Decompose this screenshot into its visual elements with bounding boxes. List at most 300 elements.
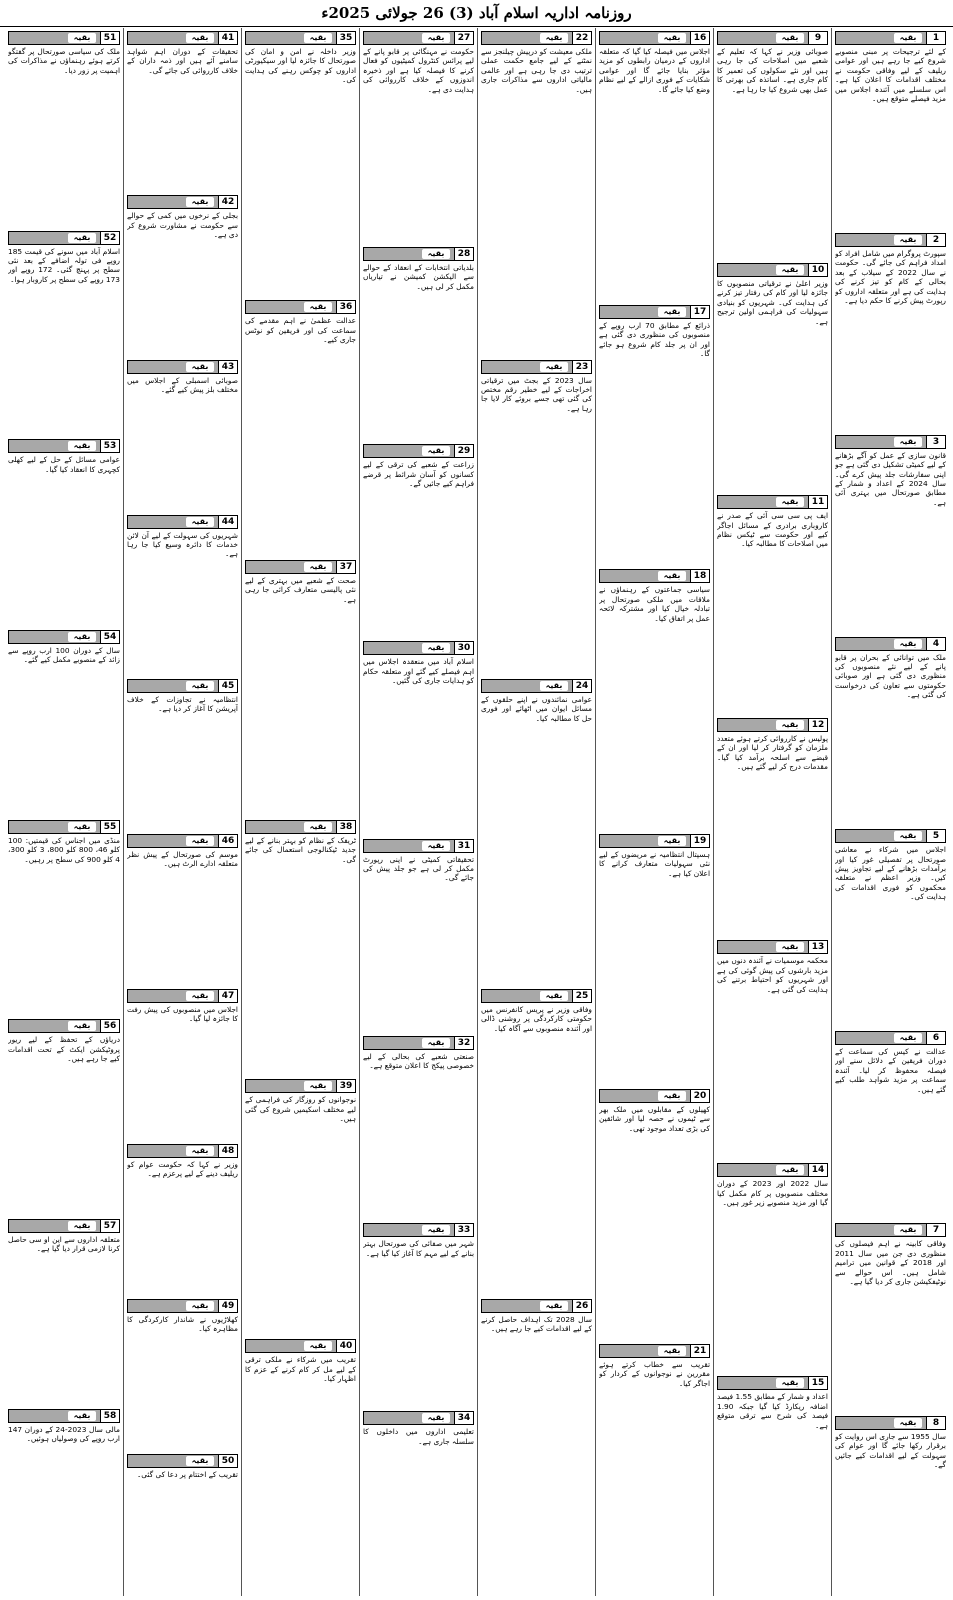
article-text: پولیس نے کارروائی کرتے ہوئے متعدد ملزمان کو گرفتار کر لیا اور ان کے قبضے سے اسلحہ برآمد کیا گیا۔ مقدمات درج کر لیے گئے ہیں۔ <box>717 733 828 771</box>
continuation-header <box>127 1454 238 1468</box>
continuation-number: 31 <box>454 839 474 853</box>
continuation-article <box>599 831 710 1086</box>
continuation-header <box>363 1223 474 1237</box>
continuation-header <box>245 1079 356 1093</box>
header-bar <box>127 360 218 374</box>
article-text: سال 2022 اور 2023 کے دوران مختلف منصوبوں پر کام مکمل کیا گیا اور مزید منصوبے زیر غور ہیں۔ <box>717 1179 828 1207</box>
header-bar <box>127 1144 218 1158</box>
baqiya-label: بقیہ <box>894 1225 922 1235</box>
article-text: تقریب میں شرکاء نے ملکی ترقی کے لیے مل کر کام کرنے کے عزم کا اظہار کیا۔ <box>245 1355 356 1384</box>
header-bar <box>8 1409 100 1423</box>
baqiya-label: بقیہ <box>304 822 332 832</box>
article-text: اعداد و شمار کے مطابق 1.55 فیصد اضافہ ریکارڈ کیا گیا جبکہ 1.90 فیصد کی شرح سے ترقی متوقع ہے۔ <box>717 1392 828 1430</box>
header-bar <box>363 641 454 655</box>
continuation-article <box>835 432 946 634</box>
continuation-number: 28 <box>454 247 474 261</box>
continuation-article <box>8 1216 120 1406</box>
baqiya-label: بقیہ <box>304 1081 332 1091</box>
continuation-header <box>481 360 592 374</box>
article-text: ایف پی سی سی آئی کے صدر نے کاروباری برادری کے مسائل اجاگر کیے اور حکومت سے ٹیکس نظام میں اصلاحات کا مطالبہ کیا۔ <box>717 511 828 549</box>
header-bar <box>363 1223 454 1237</box>
continuation-header <box>835 233 946 247</box>
baqiya-label: بقیہ <box>422 33 450 43</box>
continuation-number: 53 <box>100 439 120 453</box>
baqiya-label: بقیہ <box>68 1021 96 1031</box>
continuation-article <box>127 1141 238 1296</box>
article-text: تقریب سے خطاب کرتے ہوئے مقررین نے نوجوانوں کے کردار کو اجاگر کیا۔ <box>599 1359 710 1388</box>
newspaper-columns <box>4 28 949 1596</box>
baqiya-label: بقیہ <box>422 1225 450 1235</box>
baqiya-label: بقیہ <box>776 33 804 43</box>
article-text: زراعت کے شعبے کی ترقی کے لیے کسانوں کو آسان شرائط پر قرضے فراہم کیے جائیں گے۔ <box>363 460 474 488</box>
continuation-number: 29 <box>454 444 474 458</box>
continuation-number: 20 <box>690 1089 710 1103</box>
header-bar <box>835 1416 926 1430</box>
baqiya-label: بقیہ <box>422 1413 450 1423</box>
baqiya-label: بقیہ <box>894 437 922 447</box>
baqiya-label: بقیہ <box>894 1033 922 1043</box>
continuation-header <box>599 569 710 583</box>
continuation-number: 45 <box>218 679 238 693</box>
header-bar <box>835 435 926 449</box>
baqiya-label: بقیہ <box>658 836 686 846</box>
continuation-header <box>599 1344 710 1358</box>
header-bar <box>127 834 218 848</box>
masthead: روزنامہ اداریہ اسلام آباد (3) 26 جولائی 2025ء <box>0 0 953 27</box>
continuation-article <box>835 634 946 826</box>
continuation-article <box>8 228 120 437</box>
column <box>595 28 713 1596</box>
baqiya-label: بقیہ <box>186 1456 214 1466</box>
continuation-number: 1 <box>926 31 946 45</box>
header-bar <box>127 195 218 209</box>
continuation-header <box>835 31 946 45</box>
continuation-article <box>8 436 120 626</box>
continuation-header <box>245 560 356 574</box>
baqiya-label: بقیہ <box>68 822 96 832</box>
header-bar <box>8 1019 100 1033</box>
continuation-header <box>8 231 120 245</box>
continuation-header <box>363 839 474 853</box>
baqiya-label: بقیہ <box>658 1091 686 1101</box>
continuation-number: 16 <box>690 31 710 45</box>
continuation-header <box>481 989 592 1003</box>
baqiya-label: بقیہ <box>186 681 214 691</box>
article-text: تقریب کے اختتام پر دعا کی گئی۔ <box>136 1469 238 1479</box>
continuation-number: 13 <box>808 940 828 954</box>
continuation-header <box>599 305 710 319</box>
continuation-number: 7 <box>926 1223 946 1237</box>
baqiya-label: بقیہ <box>304 33 332 43</box>
header-bar <box>717 263 808 277</box>
continuation-article <box>717 28 828 260</box>
continuation-article <box>245 1076 356 1336</box>
continuation-header <box>363 641 474 655</box>
continuation-article <box>245 817 356 1077</box>
article-text: کھیلوں کے مقابلوں میں ملک بھر سے ٹیموں نے حصہ لیا اور شائقین کی بڑی تعداد موجود تھی۔ <box>599 1104 710 1133</box>
baqiya-label: بقیہ <box>540 1301 568 1311</box>
continuation-number: 23 <box>572 360 592 374</box>
baqiya-label: بقیہ <box>422 643 450 653</box>
article-text: سیاسی جماعتوں کے رہنماؤں نے ملاقات میں ملکی صورتحال پر تبادلہ خیال کیا اور مشترکہ لائحہ عمل پر اتفاق کیا۔ <box>599 585 710 623</box>
article-text: انتظامیہ نے تجاوزات کے خلاف آپریشن کا آغاز کر دیا ہے۔ <box>127 694 238 714</box>
baqiya-label: بقیہ <box>68 33 96 43</box>
baqiya-label: بقیہ <box>776 942 804 952</box>
baqiya-label: بقیہ <box>658 33 686 43</box>
article-text: موسم کی صورتحال کے پیش نظر متعلقہ ادارے الرٹ ہیں۔ <box>127 849 238 869</box>
continuation-header <box>8 1409 120 1423</box>
continuation-article <box>599 566 710 830</box>
continuation-article <box>717 715 828 938</box>
continuation-article <box>245 28 356 297</box>
continuation-article <box>599 28 710 302</box>
continuation-article <box>127 831 238 986</box>
continuation-header <box>363 1036 474 1050</box>
header-bar <box>717 1163 808 1177</box>
column <box>359 28 477 1596</box>
continuation-header <box>8 1219 120 1233</box>
baqiya-label: بقیہ <box>186 1146 214 1156</box>
baqiya-label: بقیہ <box>186 517 214 527</box>
continuation-article <box>245 557 356 817</box>
baqiya-label: بقیہ <box>776 1165 804 1175</box>
continuation-number: 24 <box>572 679 592 693</box>
header-bar <box>245 560 336 574</box>
baqiya-label: بقیہ <box>894 235 922 245</box>
baqiya-label: بقیہ <box>776 265 804 275</box>
baqiya-label: بقیہ <box>894 639 922 649</box>
continuation-article <box>127 1451 238 1596</box>
continuation-header <box>835 1031 946 1045</box>
continuation-article <box>127 357 238 512</box>
continuation-number: 43 <box>218 360 238 374</box>
article-text: حکومت نے مہنگائی پر قابو پانے کے لیے پرائس کنٹرول کمیٹیوں کو فعال کرنے کا فیصلہ کیا ہے اور ذخیرہ اندوزوں کے خلاف کارروائی کی ہدایت دی ہے۔ <box>363 47 474 94</box>
continuation-article <box>363 638 474 835</box>
article-text: ذرائع کے مطابق 70 ارب روپے کے منصوبوں کی منظوری دی گئی ہے اور ان پر جلد کام شروع ہو جائے گا۔ <box>599 320 710 359</box>
continuation-number: 56 <box>100 1019 120 1033</box>
header-bar <box>835 233 926 247</box>
continuation-header <box>717 1163 828 1177</box>
baqiya-label: بقیہ <box>186 197 214 207</box>
continuation-number: 22 <box>572 31 592 45</box>
article-text: کے لئے ترجیحات پر مبنی منصوبے شروع کیے جا رہے ہیں اور عوامی ریلیف کے لیے وفاقی حکومت نے مختلف اقدامات کا اعلان کیا ہے۔ اس سلسلے میں آئندہ اجلاس میں مزید فیصلے متوقع ہیں۔ <box>835 47 946 104</box>
article-text: دریاؤں کے تحفظ کے لیے ریور پروٹیکشن ایکٹ کے تحت اقدامات کیے جا رہے ہیں۔ <box>8 1035 120 1064</box>
column <box>123 28 241 1596</box>
baqiya-label: بقیہ <box>186 362 214 372</box>
continuation-article <box>363 1220 474 1408</box>
article-text: اجلاس میں شرکاء نے معاشی صورتحال پر تفصیلی غور کیا اور برآمدات بڑھانے کے لیے تجاویز پیش کیں۔ وزیر اعظم نے متعلقہ محکموں کو فوری اقدامات کی ہدایت کی۔ <box>835 845 946 902</box>
continuation-article <box>717 492 828 715</box>
header-bar <box>481 989 572 1003</box>
continuation-number: 46 <box>218 834 238 848</box>
continuation-header <box>481 679 592 693</box>
continuation-article <box>8 1406 120 1596</box>
article-text: وفاقی وزیر نے پریس کانفرنس میں حکومتی کارکردگی پر روشنی ڈالی اور آئندہ منصوبوں سے آگاہ کیا۔ <box>481 1004 592 1033</box>
baqiya-label: بقیہ <box>68 441 96 451</box>
continuation-number: 14 <box>808 1163 828 1177</box>
continuation-article <box>599 302 710 566</box>
continuation-article <box>245 1336 356 1596</box>
continuation-number: 15 <box>808 1376 828 1390</box>
continuation-article <box>127 1296 238 1451</box>
article-text: صنعتی شعبے کی بحالی کے لیے خصوصی پیکج کا اعلان متوقع ہے۔ <box>363 1051 474 1071</box>
header-bar <box>599 834 690 848</box>
continuation-number: 55 <box>100 820 120 834</box>
column <box>713 28 831 1596</box>
baqiya-label: بقیہ <box>68 1221 96 1231</box>
baqiya-label: بقیہ <box>776 720 804 730</box>
continuation-article <box>481 1296 592 1596</box>
continuation-number: 32 <box>454 1036 474 1050</box>
continuation-number: 18 <box>690 569 710 583</box>
continuation-article <box>481 676 592 986</box>
baqiya-label: بقیہ <box>894 33 922 43</box>
article-text: مالی سال 2023-24 کے دوران 147 ارب روپے کی وصولیاں ہوئیں۔ <box>8 1424 120 1444</box>
continuation-header <box>127 360 238 374</box>
continuation-number: 6 <box>926 1031 946 1045</box>
continuation-number: 49 <box>218 1299 238 1313</box>
baqiya-label: بقیہ <box>422 446 450 456</box>
continuation-header <box>127 834 238 848</box>
article-text: تعلیمی اداروں میں داخلوں کا سلسلہ جاری ہے۔ <box>363 1427 474 1446</box>
article-text: ٹریفک کے نظام کو بہتر بنانے کے لیے جدید ٹیکنالوجی استعمال کی جائے گی۔ <box>245 835 356 864</box>
baqiya-label: بقیہ <box>540 681 568 691</box>
article-text: بجلی کے نرخوں میں کمی کے حوالے سے حکومت نے مشاورت شروع کر دی ہے۔ <box>127 211 238 240</box>
continuation-article <box>717 260 828 492</box>
article-text: سال 2023 کے بجٹ میں ترقیاتی اخراجات کے لیے خطیر رقم مختص کی گئی تھی جسے بروئے کار لایا جا رہا ہے۔ <box>481 375 592 413</box>
continuation-header <box>245 300 356 314</box>
continuation-number: 42 <box>218 195 238 209</box>
header-bar <box>363 444 454 458</box>
continuation-article <box>835 28 946 230</box>
continuation-number: 47 <box>218 989 238 1003</box>
baqiya-label: بقیہ <box>540 362 568 372</box>
baqiya-label: بقیہ <box>776 1378 804 1388</box>
continuation-article <box>363 441 474 638</box>
continuation-header <box>8 439 120 453</box>
continuation-article <box>717 937 828 1160</box>
continuation-number: 51 <box>100 31 120 45</box>
continuation-header <box>127 679 238 693</box>
continuation-article <box>127 512 238 676</box>
baqiya-label: بقیہ <box>776 497 804 507</box>
continuation-article <box>835 826 946 1028</box>
article-text: عوامی مسائل کے حل کے لیے کھلی کچہری کا انعقاد کیا گیا۔ <box>8 455 120 474</box>
continuation-header <box>717 718 828 732</box>
header-bar <box>835 1223 926 1237</box>
column <box>241 28 359 1596</box>
article-text: اجلاس میں فیصلہ کیا گیا کہ متعلقہ اداروں کے درمیان رابطوں کو مزید مؤثر بنایا جائے گا اور عوامی شکایات کے فوری ازالے کے لیے نظام وضع کیا جائے گا۔ <box>599 47 710 94</box>
continuation-header <box>8 630 120 644</box>
baqiya-label: بقیہ <box>186 33 214 43</box>
continuation-number: 38 <box>336 820 356 834</box>
continuation-article <box>481 986 592 1296</box>
continuation-number: 39 <box>336 1079 356 1093</box>
continuation-article <box>8 627 120 817</box>
continuation-article <box>363 1408 474 1596</box>
header-bar <box>835 829 926 843</box>
article-text: وزیر اعلیٰ نے ترقیاتی منصوبوں کا جائزہ لیا اور کام کی رفتار تیز کرنے کی ہدایت کی۔ شہریوں کو بنیادی سہولیات کی فراہمی اولین ترجیح ہے۔ <box>717 279 828 326</box>
continuation-number: 40 <box>336 1339 356 1353</box>
continuation-number: 54 <box>100 630 120 644</box>
column <box>5 28 123 1596</box>
continuation-header <box>835 829 946 843</box>
continuation-number: 30 <box>454 641 474 655</box>
continuation-number: 50 <box>218 1454 238 1468</box>
continuation-header <box>127 195 238 209</box>
continuation-number: 4 <box>926 637 946 651</box>
continuation-number: 57 <box>100 1219 120 1233</box>
header-bar <box>835 31 926 45</box>
baqiya-label: بقیہ <box>422 841 450 851</box>
continuation-number: 2 <box>926 233 946 247</box>
continuation-number: 44 <box>218 515 238 529</box>
header-bar <box>8 231 100 245</box>
header-bar <box>127 989 218 1003</box>
header-bar <box>363 839 454 853</box>
article-text: نوجوانوں کو روزگار کی فراہمی کے لیے مختلف اسکیمیں شروع کی گئی ہیں۔ <box>245 1095 356 1124</box>
continuation-article <box>127 676 238 831</box>
header-bar <box>8 630 100 644</box>
continuation-number: 11 <box>808 495 828 509</box>
header-bar <box>599 1344 690 1358</box>
header-bar <box>599 31 690 45</box>
baqiya-label: بقیہ <box>894 1418 922 1428</box>
article-text: کھلاڑیوں نے شاندار کارکردگی کا مظاہرہ کیا۔ <box>127 1314 238 1333</box>
continuation-number: 34 <box>454 1411 474 1425</box>
header-bar <box>717 718 808 732</box>
baqiya-label: بقیہ <box>658 571 686 581</box>
baqiya-label: بقیہ <box>894 831 922 841</box>
continuation-number: 27 <box>454 31 474 45</box>
continuation-article <box>835 230 946 432</box>
baqiya-label: بقیہ <box>186 836 214 846</box>
continuation-article <box>481 357 592 676</box>
continuation-header <box>835 435 946 449</box>
baqiya-label: بقیہ <box>422 1038 450 1048</box>
article-text: اجلاس میں منصوبوں کی پیش رفت کا جائزہ لیا گیا۔ <box>127 1004 238 1024</box>
article-text: ملکی معیشت کو درپیش چیلنجز سے نمٹنے کے لیے جامع حکمت عملی ترتیب دی جا رہی ہے اور عالمی مالیاتی اداروں سے مذاکرات جاری ہیں۔ <box>481 47 592 94</box>
article-text: شہر میں صفائی کی صورتحال بہتر بنانے کے لیے مہم کا آغاز کیا گیا ہے۔ <box>363 1239 474 1258</box>
continuation-number: 58 <box>100 1409 120 1423</box>
continuation-header <box>363 444 474 458</box>
article-text: سپورٹ پروگرام میں شامل افراد کو امداد فراہم کی جائے گی۔ حکومت نے سال 2022 کے سیلاب کے بعد بحالی کے کام کو تیز کرنے کی ہدایت کی ہے اور متعلقہ اداروں کو رپورٹ پیش کرنے کا حکم دیا ہے۔ <box>835 248 946 305</box>
continuation-article <box>599 1341 710 1596</box>
continuation-header <box>127 989 238 1003</box>
baqiya-label: بقیہ <box>304 562 332 572</box>
continuation-number: 10 <box>808 263 828 277</box>
continuation-article <box>599 1086 710 1341</box>
continuation-header <box>717 263 828 277</box>
article-text: شہریوں کی سہولت کے لیے آن لائن خدمات کا دائرہ وسیع کیا جا رہا ہے۔ <box>127 530 238 559</box>
header-bar <box>8 439 100 453</box>
header-bar <box>717 940 808 954</box>
article-text: وزیر داخلہ نے امن و امان کی صورتحال کا جائزہ لیا اور سیکیورٹی اداروں کو چوکس رہنے کی ہدایت کی۔ <box>245 47 356 85</box>
continuation-header <box>245 820 356 834</box>
header-bar <box>481 679 572 693</box>
baqiya-label: بقیہ <box>68 632 96 642</box>
continuation-header <box>245 31 356 45</box>
article-text: ہسپتال انتظامیہ نے مریضوں کے لیے نئی سہولیات متعارف کرانے کا اعلان کیا ہے۔ <box>599 849 710 878</box>
continuation-header <box>717 495 828 509</box>
baqiya-label: بقیہ <box>540 33 568 43</box>
header-bar <box>717 1376 808 1390</box>
header-bar <box>8 1219 100 1233</box>
continuation-article <box>835 1028 946 1220</box>
header-bar <box>127 679 218 693</box>
header-bar <box>363 1411 454 1425</box>
continuation-article <box>8 28 120 228</box>
article-text: وفاقی کابینہ نے اہم فیصلوں کی منظوری دی جن میں سال 2011 اور 2018 کے قوانین میں ترامیم شامل ہیں۔ اس حوالے سے نوٹیفکیشن جاری کر دیا گیا ہے۔ <box>835 1239 946 1287</box>
article-text: متعلقہ اداروں سے این او سی حاصل کرنا لازمی قرار دیا گیا ہے۔ <box>8 1234 120 1254</box>
baqiya-label: بقیہ <box>658 307 686 317</box>
header-bar <box>363 31 454 45</box>
article-text: محکمہ موسمیات نے آئندہ دنوں میں مزید بارشوں کی پیش گوئی کی ہے اور شہریوں کو احتیاط برتنے کی ہدایت کی گئی ہے۔ <box>717 956 828 994</box>
continuation-article <box>8 817 120 1017</box>
continuation-number: 33 <box>454 1223 474 1237</box>
continuation-header <box>481 31 592 45</box>
article-text: اسلام آباد میں سونے کی قیمت 185 روپے فی تولہ اضافے کے بعد نئی سطح پر پہنچ گئی۔ 172 روپے اور 173 روپے کی سطح پر کاروبار ہوا۔ <box>8 246 120 284</box>
header-bar <box>481 1299 572 1313</box>
baqiya-label: بقیہ <box>68 233 96 243</box>
continuation-article <box>127 28 238 192</box>
continuation-header <box>127 31 238 45</box>
header-bar <box>835 637 926 651</box>
continuation-number: 12 <box>808 718 828 732</box>
article-text: ملک کی سیاسی صورتحال پر گفتگو کرتے ہوئے رہنماؤں نے مذاکرات کی اہمیت پر زور دیا۔ <box>8 47 120 75</box>
baqiya-label: بقیہ <box>304 1341 332 1351</box>
article-text: سال کے دوران 100 ارب روپے سے زائد کے منصوبے مکمل کیے گئے۔ <box>8 645 120 664</box>
continuation-number: 21 <box>690 1344 710 1358</box>
continuation-article <box>127 986 238 1141</box>
continuation-header <box>835 1223 946 1237</box>
continuation-header <box>363 1411 474 1425</box>
continuation-number: 36 <box>336 300 356 314</box>
continuation-article <box>717 1160 828 1373</box>
header-bar <box>127 1454 218 1468</box>
article-text: صوبائی وزیر نے کہا کہ تعلیم کے شعبے میں اصلاحات کی جا رہی ہیں اور نئے سکولوں کی تعمیر کا کام جاری ہے۔ اساتذہ کی بھرتی کا عمل بھی شروع کیا جا رہا ہے۔ <box>717 47 828 94</box>
column <box>477 28 595 1596</box>
continuation-number: 17 <box>690 305 710 319</box>
header-bar <box>245 820 336 834</box>
continuation-article <box>363 1033 474 1221</box>
continuation-header <box>245 1339 356 1353</box>
article-text: تحقیقاتی کمیٹی نے اپنی رپورٹ مکمل کر لی ہے جو جلد پیش کی جائے گی۔ <box>363 854 474 883</box>
header-bar <box>599 1089 690 1103</box>
header-bar <box>481 360 572 374</box>
continuation-article <box>245 297 356 557</box>
header-bar <box>717 31 808 45</box>
continuation-header <box>717 31 828 45</box>
article-text: صحت کے شعبے میں بہتری کے لیے نئی پالیسی متعارف کرائی جا رہی ہے۔ <box>245 575 356 604</box>
header-bar <box>245 31 336 45</box>
continuation-header <box>363 31 474 45</box>
article-text: منڈی میں اجناس کی قیمتیں: 100 کلو 46، 800 کلو 800، 3 کلو 300، 4 کلو 900 کی سطح پر رہیں۔ <box>8 835 120 864</box>
article-text: تحقیقات کے دوران اہم شواہد سامنے آئے ہیں اور ذمہ داران کے خلاف کارروائی کی جائے گی۔ <box>127 47 238 75</box>
header-bar <box>245 1339 336 1353</box>
continuation-header <box>599 1089 710 1103</box>
baqiya-label: بقیہ <box>658 1346 686 1356</box>
article-text: بلدیاتی انتخابات کے انعقاد کے حوالے سے الیکشن کمیشن نے تیاریاں مکمل کر لی ہیں۔ <box>363 262 474 291</box>
continuation-header <box>717 940 828 954</box>
continuation-article <box>363 28 474 244</box>
continuation-article <box>127 192 238 356</box>
baqiya-label: بقیہ <box>68 1411 96 1421</box>
header-bar <box>835 1031 926 1045</box>
continuation-article <box>363 836 474 1033</box>
continuation-header <box>599 834 710 848</box>
article-text: عوامی نمائندوں نے اپنے حلقوں کے مسائل ایوان میں اٹھائے اور فوری حل کا مطالبہ کیا۔ <box>481 694 592 723</box>
